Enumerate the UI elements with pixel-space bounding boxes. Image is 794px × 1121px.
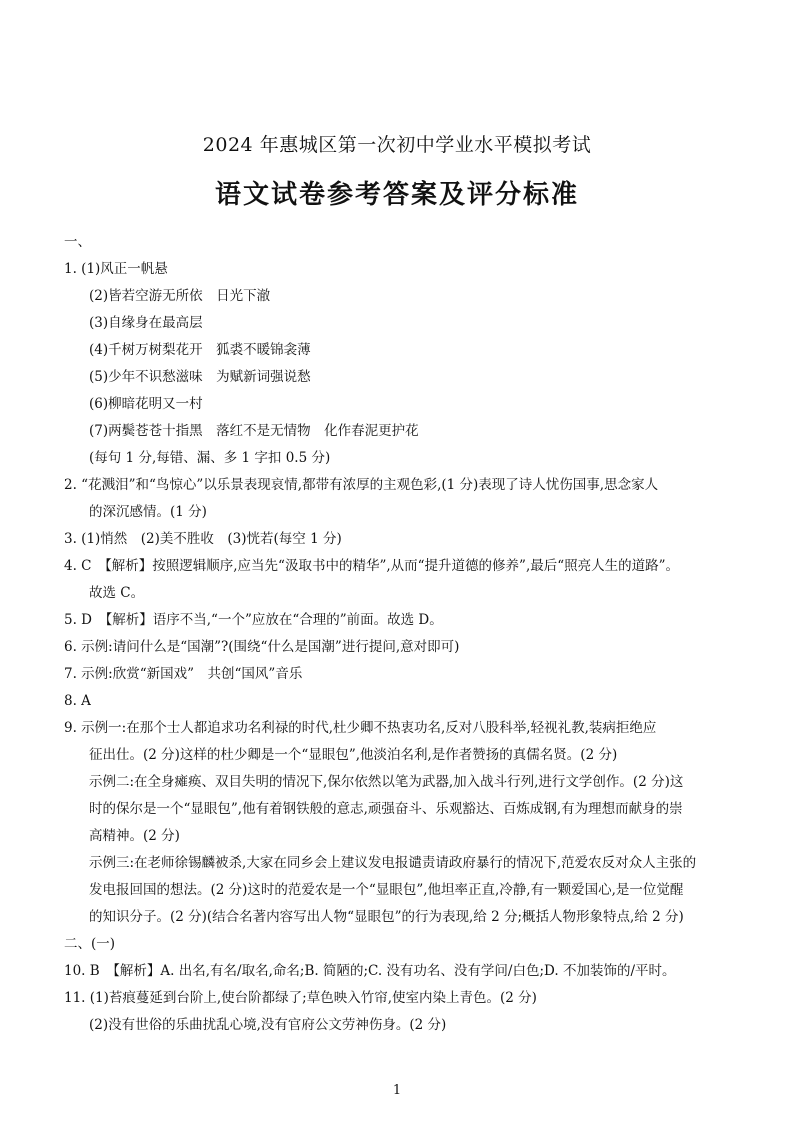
answer-line: 时的保尔是一个“显眼包”,他有着钢铁般的意志,顽强奋斗、乐观豁达、百炼成钢,有为理想而献身的崇 — [89, 801, 683, 817]
answer-line: 示例三:在老师徐锡麟被杀,大家在同乡会上建议发电报谴责请政府暴行的情况下,范爱农反对众人主张的 — [89, 855, 697, 871]
answer-line: 故选 C。 — [89, 585, 145, 601]
page-number: 1 — [392, 1083, 402, 1098]
answer-line: 的深沉感情。(1 分) — [89, 504, 207, 520]
answer-line: 2. “花溅泪”和“鸟惊心”以乐景表现哀情,都带有浓厚的主观色彩,(1 分)表现了诗人忧伤国事,思念家人 — [64, 477, 659, 493]
answer-line: 4. C 【解析】按照逻辑顺序,应当先“汲取书中的精华”,从而“提升道德的修养”,最后“照亮人生的道路”。 — [64, 558, 680, 574]
answer-line: 3. (1)悄然 (2)美不胜收 (3)恍若(每空 1 分) — [64, 531, 342, 547]
answer-line: (6)柳暗花明又一村 — [89, 396, 203, 412]
answer-line: (4)千树万树梨花开 狐裘不暖锦衾薄 — [89, 342, 311, 358]
answer-line: 示例二:在全身瘫痪、双目失明的情况下,保尔依然以笔为武器,加入战斗行列,进行文学创作。(2 分)这 — [89, 774, 684, 790]
answer-line: 11. (1)苔痕蔓延到台阶上,使台阶都绿了;草色映入竹帘,使室内染上青色。(2 分) — [64, 990, 537, 1006]
answer-line: (2)皆若空游无所依 日光下澈 — [89, 288, 271, 304]
answer-line: 征出仕。(2 分)这样的杜少卿是一个“显眼包”,他淡泊名利,是作者赞扬的真儒名贤。(2 分) — [89, 747, 618, 763]
answer-line: 高精神。(2 分) — [89, 828, 180, 844]
answer-key-title: 语文试卷参考答案及评分标准 — [214, 180, 579, 210]
answer-line: 6. 示例:请问什么是“国潮”?(围绕“什么是国潮”进行提问,意对即可) — [64, 639, 460, 655]
answer-line: 7. 示例:欣赏“新国戏” 共创“国风”音乐 — [64, 666, 303, 682]
answer-line: (3)自缘身在最高层 — [89, 315, 203, 331]
answer-line: 1. (1)风正一帆悬 — [64, 261, 168, 277]
answer-line: 的知识分子。(2 分)(结合名著内容写出人物“显眼包”的行为表现,给 2 分;概括人物形象特点,给 2 分) — [89, 909, 684, 925]
answer-line: 10. B 【解析】A. 出名,有名/取名,命名;B. 简陋的;C. 没有功名、没有学问/白色;D. 不加装饰的/平时。 — [64, 963, 676, 979]
answer-line: (7)两鬓苍苍十指黑 落红不是无情物 化作春泥更护花 — [89, 423, 419, 439]
answer-line: 5. D 【解析】语序不当,“一个”应放在“合理的”前面。故选 D。 — [64, 612, 443, 628]
answer-line: (2)没有世俗的乐曲扰乱心境,没有官府公文劳神伤身。(2 分) — [89, 1017, 447, 1033]
exam-title: 2024 年惠城区第一次初中学业水平模拟考试 — [202, 134, 592, 156]
answer-line: 一、 — [64, 234, 91, 250]
answer-line: 9. 示例一:在那个士人都追求功名利禄的时代,杜少卿不热衷功名,反对八股科举,轻视礼教,装病拒绝应 — [64, 720, 657, 736]
answer-line: 发电报回国的想法。(2 分)这时的范爱农是一个“显眼包”,他坦率正直,冷静,有一颗爱国心,是一位觉醒 — [89, 882, 684, 898]
answer-line: (每句 1 分,每错、漏、多 1 字扣 0.5 分) — [89, 450, 331, 466]
answer-line: 二、(一) — [64, 936, 116, 952]
answer-line: 8. A — [64, 693, 91, 709]
answer-line: (5)少年不识愁滋味 为赋新词强说愁 — [89, 369, 311, 385]
